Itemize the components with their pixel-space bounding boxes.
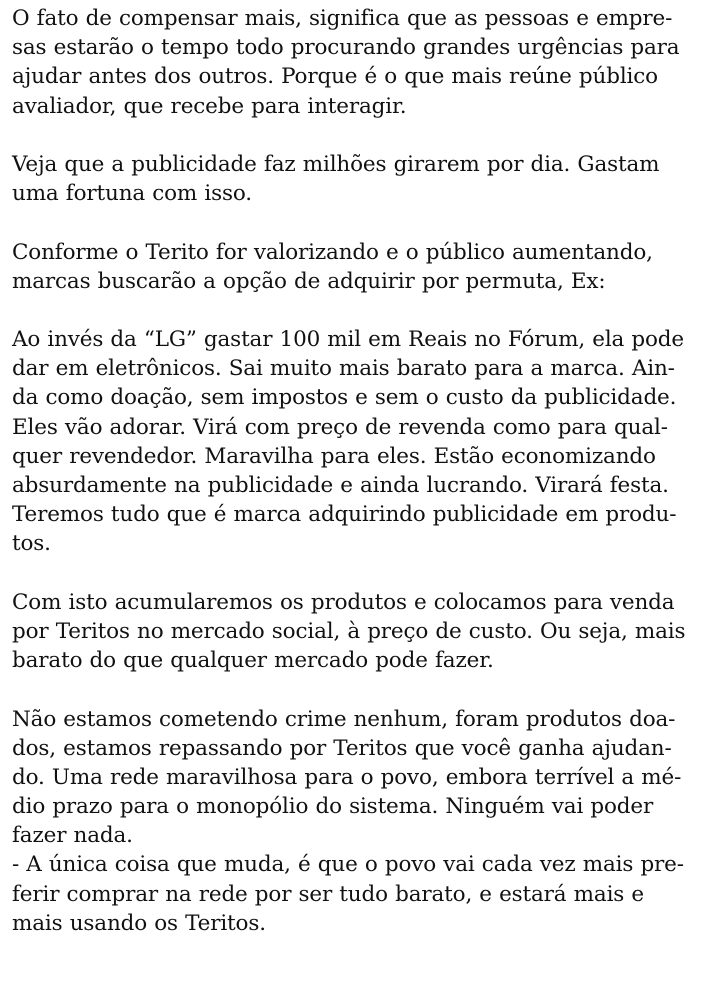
paragraph-5 (12, 588, 714, 676)
text-line: ferir comprar na rede por ser tudo barato, e estará mais e (12, 881, 644, 907)
text-line: dio prazo para o monopólio do sistema. Ninguém vai poder (12, 794, 654, 820)
text-line: do. Uma rede maravilhosa para o povo, embora terrível a mé- (12, 764, 682, 790)
paragraph-spacer (12, 208, 714, 237)
paragraph-spacer (12, 121, 714, 150)
paragraph-2 (12, 150, 714, 208)
text-line: uma fortuna com isso. (12, 181, 252, 207)
text-line: absurdamente na publicidade e ainda lucrando. Virará festa. (12, 473, 669, 498)
text-line: Conforme o Terito for valorizando e o público aumentando, (12, 239, 653, 265)
text-line: dar em eletrônicos. Sai muito mais barato para a marca. Ain- (12, 356, 675, 382)
text-line: quer revendedor. Maravilha para eles. Estão economizando (12, 443, 656, 469)
text-line: tos. (12, 531, 51, 557)
paragraph-spacer (12, 559, 714, 588)
text-line: marcas buscarão a opção de adquirir por permuta, Ex: (12, 268, 606, 294)
paragraph-6 (12, 705, 714, 939)
text-line: sas estarão o tempo todo procurando grandes urgências para (12, 35, 680, 61)
text-line: avaliador, que recebe para interagir. (12, 93, 407, 119)
text-line: por Teritos no mercado social, à preço de custo. Ou seja, mais (12, 618, 686, 644)
text-line: Teremos tudo que é marca adquirindo publicidade em produ- (12, 502, 677, 528)
paragraph-3 (12, 238, 714, 296)
paragraph-4 (12, 325, 714, 559)
text-line: Ao invés da “LG” gastar 100 mil em Reais no Fórum, ela pode (12, 327, 684, 353)
paragraph-spacer (12, 675, 714, 704)
text-line: Com isto acumularemos os produtos e colocamos para venda (12, 589, 675, 615)
paragraph-1 (12, 4, 714, 121)
text-line: da como doação, sem impostos e sem o custo da publicidade. (12, 385, 677, 411)
text-line: Veja que a publicidade faz milhões girarem por dia. Gastam (12, 151, 660, 177)
text-line: fazer nada. (12, 823, 133, 849)
text-line: barato do que qualquer mercado pode fazer. (12, 648, 494, 674)
text-line: - A única coisa que muda, é que o povo vai cada vez mais pre- (12, 852, 684, 878)
text-line: Não estamos cometendo crime nenhum, foram produtos doa- (12, 706, 676, 732)
text-line: Eles vão adorar. Virá com preço de revenda como para qual- (12, 414, 668, 440)
text-line: mais usando os Teritos. (12, 910, 266, 936)
text-line: ajudar antes dos outros. Porque é o que mais reúne público (12, 64, 658, 90)
text-line: dos, estamos repassando por Teritos que você ganha ajudan- (12, 735, 672, 761)
document-body (12, 4, 714, 938)
text-line: O fato de compensar mais, significa que as pessoas e empre- (12, 6, 673, 31)
paragraph-spacer (12, 296, 714, 325)
